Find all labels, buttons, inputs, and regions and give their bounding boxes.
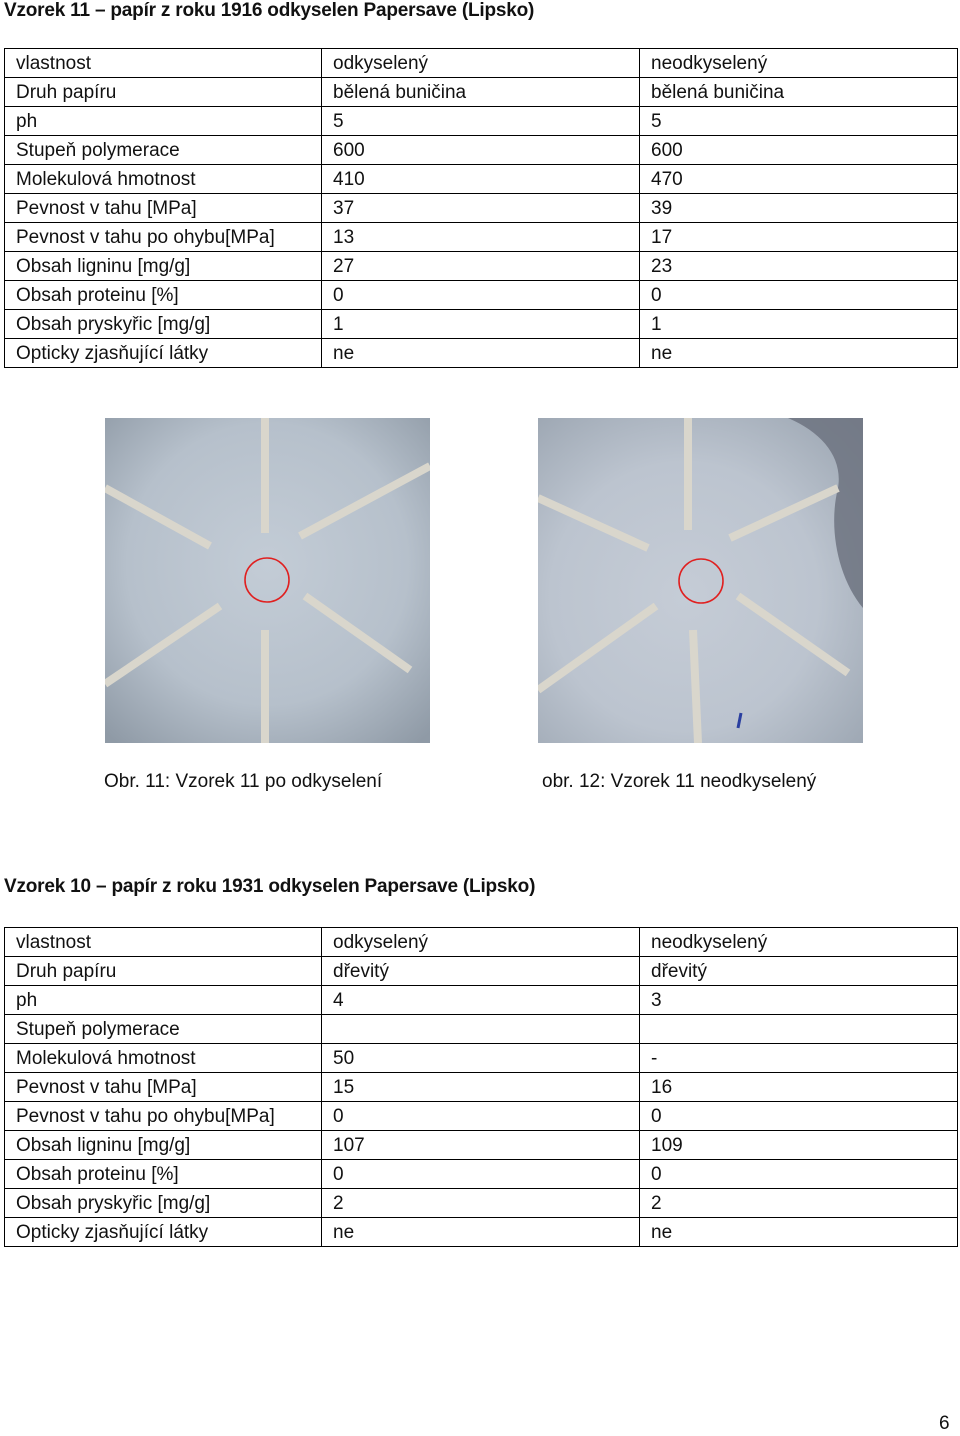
section2-heading: Vzorek 10 – papír z roku 1931 odkyselen Papersave (Lipsko) — [4, 876, 536, 897]
table-cell: dřevitý — [640, 957, 958, 986]
table-cell: - — [640, 1044, 958, 1073]
table-cell: Pevnost v tahu po ohybu[MPa] — [5, 1102, 322, 1131]
table-row — [5, 957, 958, 986]
table-cell: 3 — [640, 986, 958, 1015]
table-cell: 600 — [322, 136, 640, 165]
table-cell: Pevnost v tahu [MPa] — [5, 1073, 322, 1102]
table-row — [5, 1073, 958, 1102]
table-header-cell: neodkyselený — [640, 49, 958, 78]
table-cell: Stupeň polymerace — [5, 136, 322, 165]
table-cell: 5 — [322, 107, 640, 136]
table-cell: Stupeň polymerace — [5, 1015, 322, 1044]
table-cell: 0 — [322, 281, 640, 310]
table-header-cell: vlastnost — [5, 49, 322, 78]
table-cell — [640, 1015, 958, 1044]
table-row — [5, 1218, 958, 1247]
table-cell: 0 — [322, 1102, 640, 1131]
table-cell: 27 — [322, 252, 640, 281]
table-cell: Pevnost v tahu po ohybu[MPa] — [5, 223, 322, 252]
table-cell: 1 — [322, 310, 640, 339]
table-row — [5, 310, 958, 339]
table-row — [5, 49, 958, 78]
table-cell: ne — [640, 1218, 958, 1247]
table-cell: bělená buničina — [640, 78, 958, 107]
table-cell: Opticky zjasňující látky — [5, 339, 322, 368]
table-header-cell: neodkyselený — [640, 928, 958, 957]
table-row — [5, 986, 958, 1015]
table-row — [5, 223, 958, 252]
table-cell: 0 — [322, 1160, 640, 1189]
table-row — [5, 281, 958, 310]
table-header-cell: vlastnost — [5, 928, 322, 957]
table-cell: 50 — [322, 1044, 640, 1073]
table-cell: 5 — [640, 107, 958, 136]
table-cell: 16 — [640, 1073, 958, 1102]
table-cell: 15 — [322, 1073, 640, 1102]
table-row — [5, 194, 958, 223]
table-row — [5, 928, 958, 957]
table-cell: Obsah proteinu [%] — [5, 281, 322, 310]
table-cell: 470 — [640, 165, 958, 194]
table-cell: 17 — [640, 223, 958, 252]
table-cell: 0 — [640, 1160, 958, 1189]
figure-caption-11: Obr. 11: Vzorek 11 po odkyselení — [104, 771, 383, 792]
table-cell: Molekulová hmotnost — [5, 165, 322, 194]
table-cell: ph — [5, 986, 322, 1015]
table-row — [5, 1015, 958, 1044]
photo-sample11-deacidified — [105, 418, 430, 743]
photo-sample11-not-deacidified — [538, 418, 863, 743]
table-row — [5, 1131, 958, 1160]
table-cell: 2 — [640, 1189, 958, 1218]
table-cell: 4 — [322, 986, 640, 1015]
table-cell: Opticky zjasňující látky — [5, 1218, 322, 1247]
table-row — [5, 1189, 958, 1218]
table-cell: Druh papíru — [5, 957, 322, 986]
table-cell: Obsah proteinu [%] — [5, 1160, 322, 1189]
table-cell: ne — [322, 339, 640, 368]
section1-properties-table — [4, 48, 958, 368]
table-cell: Obsah pryskyřic [mg/g] — [5, 310, 322, 339]
table-row — [5, 1044, 958, 1073]
table-cell: 109 — [640, 1131, 958, 1160]
section1-heading: Vzorek 11 – papír z roku 1916 odkyselen Papersave (Lipsko) — [4, 0, 535, 21]
table-row — [5, 165, 958, 194]
table-row — [5, 1102, 958, 1131]
table-cell: dřevitý — [322, 957, 640, 986]
table-cell: ph — [5, 107, 322, 136]
table-cell — [322, 1015, 640, 1044]
table-cell: 1 — [640, 310, 958, 339]
table-cell: 410 — [322, 165, 640, 194]
table-cell: 23 — [640, 252, 958, 281]
table-row — [5, 1160, 958, 1189]
table-header-cell: odkyselený — [322, 49, 640, 78]
table-cell: Obsah pryskyřic [mg/g] — [5, 1189, 322, 1218]
table-cell: bělená buničina — [322, 78, 640, 107]
table-cell: Pevnost v tahu [MPa] — [5, 194, 322, 223]
table-cell: 0 — [640, 281, 958, 310]
table-cell: Obsah ligninu [mg/g] — [5, 1131, 322, 1160]
page-number: 6 — [939, 1413, 950, 1434]
table-cell: 37 — [322, 194, 640, 223]
table-cell: 39 — [640, 194, 958, 223]
section2-properties-table — [4, 927, 958, 1247]
table-cell: ne — [322, 1218, 640, 1247]
table-cell: 107 — [322, 1131, 640, 1160]
table-cell: 2 — [322, 1189, 640, 1218]
table-cell: ne — [640, 339, 958, 368]
table-cell: 0 — [640, 1102, 958, 1131]
table-cell: Molekulová hmotnost — [5, 1044, 322, 1073]
table-row — [5, 136, 958, 165]
table-header-cell: odkyselený — [322, 928, 640, 957]
table-cell: Obsah ligninu [mg/g] — [5, 252, 322, 281]
table-cell: 600 — [640, 136, 958, 165]
table-row — [5, 107, 958, 136]
table-row — [5, 252, 958, 281]
table-cell: 13 — [322, 223, 640, 252]
table-row — [5, 78, 958, 107]
table-cell: Druh papíru — [5, 78, 322, 107]
figure-caption-12: obr. 12: Vzorek 11 neodkyselený — [542, 771, 817, 792]
table-row — [5, 339, 958, 368]
